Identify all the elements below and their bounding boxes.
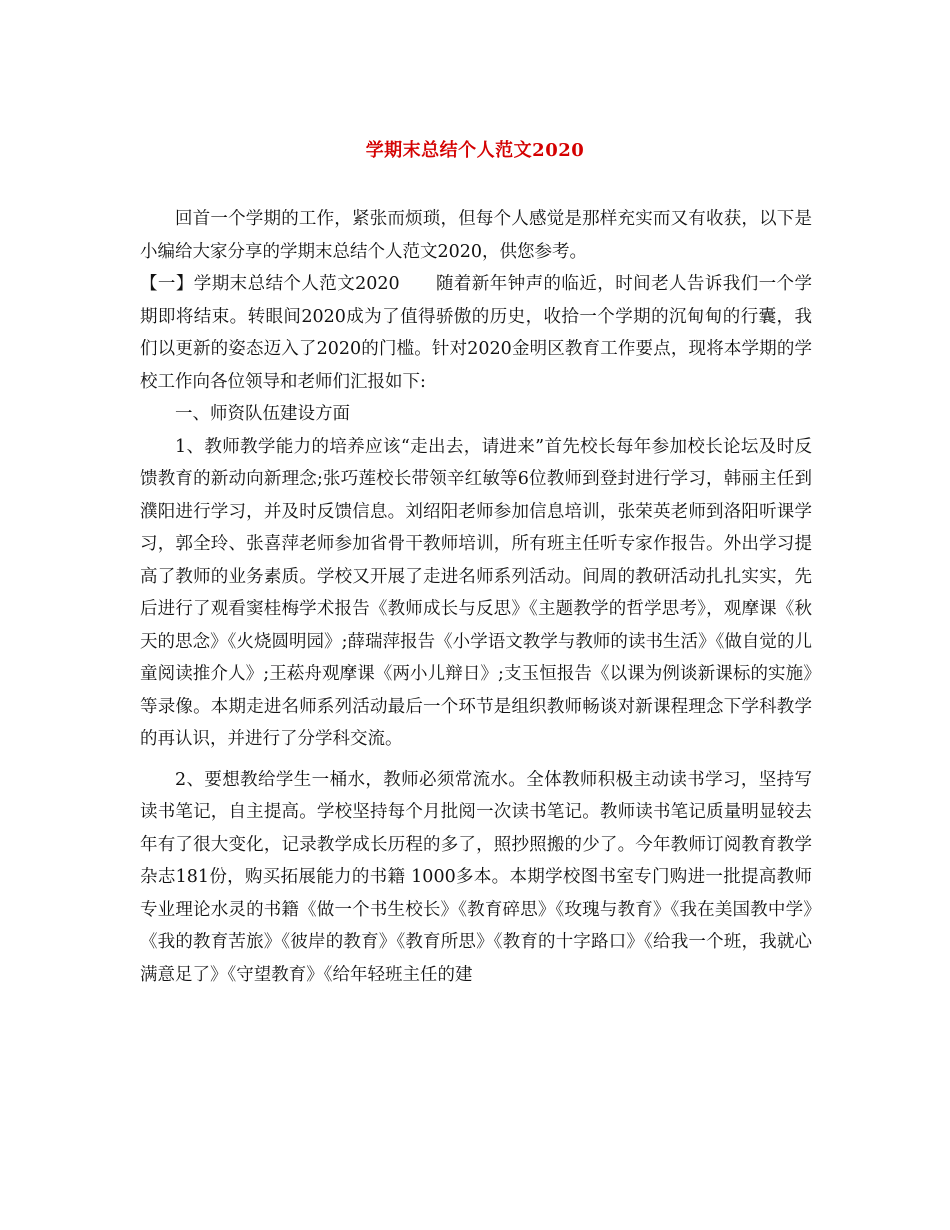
paragraph-gap	[140, 756, 812, 764]
heading-teacher-team: 一、师资队伍建设方面	[175, 404, 350, 424]
document-title: 学期末总结个人范文2020	[365, 140, 585, 161]
intro-paragraph: 回首一个学期的工作，紧张而烦琐，但每个人感觉是那样充实而又有收获，以下是小编给大家分享的学期末总结个人范文2020，供您参考。	[140, 209, 812, 262]
item-one-paragraph: 1、教师教学能力的培养应该“走出去，请进来”首先校长每年参加校长论坛及时反馈教育的新动向新理念;张巧莲校长带领辛红敏等6位教师到登封进行学习，韩丽主任到濮阳进行学习，并及时反馈信息。刘绍阳老师参加信息培训，张荣英老师到洛阳听课学习，郭全玲、张喜萍老师参加省骨干教师培训，所有班主任听专家作报告。外出学习提高了教师的业务素质。学校又开展了走进名师系列活动。间周的教研活动扎扎实实，先后进行了观看窦桂梅学术报告《教师成长与反思》《主题教学的哲学思考》，观摩课《秋天的思念》《火烧圆明园》;薛瑞萍报告《小学语文教学与教师的读书生活》《做自觉的儿童阅读推介人》;王菘舟观摩课《两小儿辩日》;支玉恒报告《以课为例谈新课标的实施》等录像。本期走进名师系列活动最后一个环节是组织教师畅谈对新课程理念下学科教学的再认识，并进行了分学科交流。	[140, 436, 812, 749]
item-two-paragraph: 2、要想教给学生一桶水，教师必须常流水。全体教师积极主动读书学习，坚持写读书笔记，自主提高。学校坚持每个月批阅一次读书笔记。教师读书笔记质量明显较去年有了很大变化，记录教学成长历程的多了，照抄照搬的少了。今年教师订阅教育教学杂志181份，购买拓展能力的书籍 1000多本。本期学校图书室专门购进一批提高教师专业理论水灵的书籍《做一个书生校长》《教育碎思》《玫瑰与教育》《我在美国教中学》《我的教育苦旅》《彼岸的教育》《教育所思》《教育的十字路口》《给我一个班，我就心满意足了》《守望教育》《给年轻班主任的建	[140, 769, 812, 985]
section-one-paragraph: 【一】学期末总结个人范文2020 随着新年钟声的临近，时间老人告诉我们一个学期即将结束。转眼间2020成为了值得骄傲的历史，收拾一个学期的沉甸甸的行囊，我们以更新的姿态迈入了2020的门槛。针对2020金明区教育工作要点，现将本学期的学校工作向各位领导和老师们汇报如下:	[140, 274, 812, 392]
document-body	[140, 203, 812, 991]
